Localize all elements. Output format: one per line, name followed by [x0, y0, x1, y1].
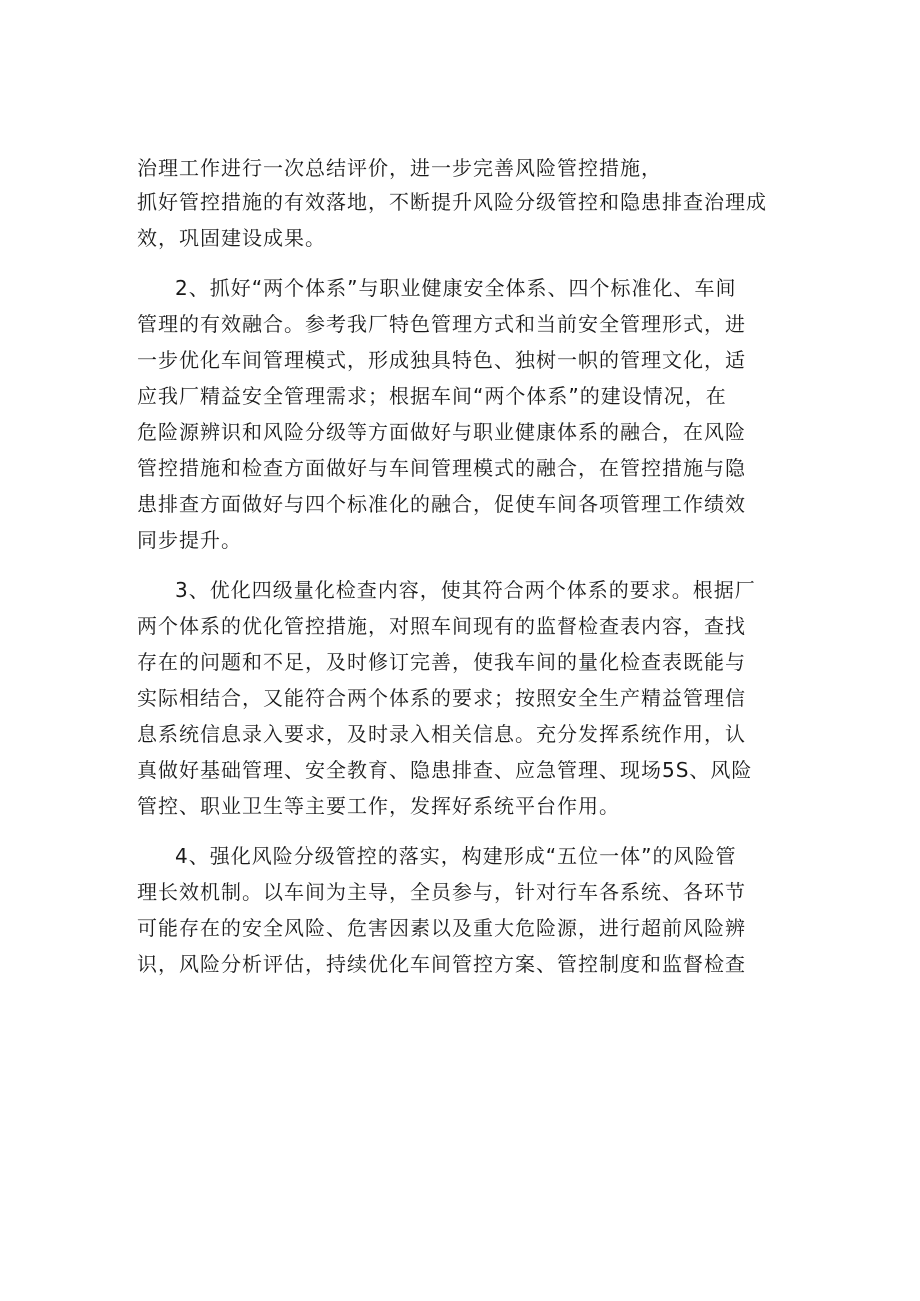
paragraph-3: [137, 572, 787, 824]
text-line: 管控措施和检查方面做好与车间管理模式的融合，在管控措施与隐: [137, 456, 746, 480]
paragraph-1: [137, 152, 787, 256]
text-line: 一步优化车间管理模式，形成独具特色、独树一帜的管理文化，适: [137, 348, 746, 372]
paragraph-spacer: [137, 558, 787, 572]
text-line: 管控、职业卫生等主要工作，发挥好系统平台作用。: [137, 794, 620, 818]
text-line: 两个体系的优化管控措施，对照车间现有的监督检查表内容，查找: [137, 614, 746, 638]
paragraph-4: [137, 838, 787, 982]
paragraph-2: [137, 270, 787, 558]
text-line: 真做好基础管理、安全教育、隐患排查、应急管理、现场5S、风险: [137, 758, 753, 782]
text-line: 患排查方面做好与四个标准化的融合，促使车间各项管理工作绩效: [137, 492, 746, 516]
text-line: 同步提升。: [137, 528, 242, 552]
text-line: 4、强化风险分级管控的落实，构建形成“五位一体”的风险管: [175, 844, 737, 868]
paragraph-spacer: [137, 256, 787, 270]
text-line: 理长效机制。以车间为主导，全员参与，针对行车各系统、各环节: [137, 880, 746, 904]
text-line: 危险源辨识和风险分级等方面做好与职业健康体系的融合，在风险: [137, 420, 746, 444]
text-line: 应我厂精益安全管理需求；根据车间“两个体系”的建设情况，在: [137, 384, 727, 408]
text-line: 治理工作进行一次总结评价，进一步完善风险管控措施，: [137, 156, 662, 180]
text-line: 实际相结合，又能符合两个体系的要求；按照安全生产精益管理信: [137, 686, 746, 710]
text-line: 抓好管控措施的有效落地，不断提升风险分级管控和隐患排查治理成: [137, 190, 767, 214]
text-line: 存在的问题和不足，及时修订完善，使我车间的量化检查表既能与: [137, 650, 746, 674]
text-line: 效，巩固建设成果。: [137, 226, 326, 250]
text-line: 管理的有效融合。参考我厂特色管理方式和当前安全管理形式，进: [137, 312, 746, 336]
text-line: 识，风险分析评估，持续优化车间管控方案、管控制度和监督检查: [137, 952, 746, 976]
text-line: 可能存在的安全风险、危害因素以及重大危险源，进行超前风险辨: [137, 916, 746, 940]
text-line: 息系统信息录入要求，及时录入相关信息。充分发挥系统作用，认: [137, 722, 746, 746]
document-body: [137, 152, 787, 982]
text-line: 2、抓好“两个体系”与职业健康安全体系、四个标准化、车间: [175, 276, 737, 300]
paragraph-spacer: [137, 824, 787, 838]
text-line: 3、优化四级量化检查内容，使其符合两个体系的要求。根据厂: [175, 578, 756, 602]
